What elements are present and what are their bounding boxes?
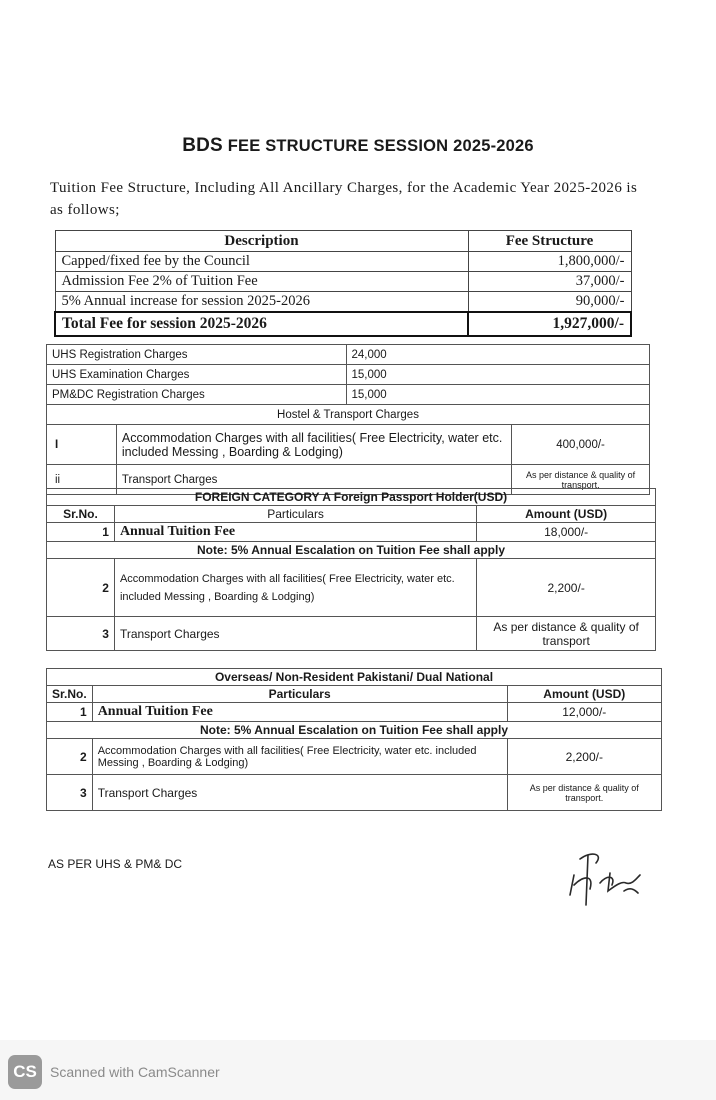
charge-amount: 15,000 xyxy=(346,365,650,385)
row-amount: As per distance & quality of transport. xyxy=(512,465,650,495)
title-prefix: BDS xyxy=(182,135,223,156)
table-row xyxy=(47,559,656,617)
camscanner-text: Scanned with CamScanner xyxy=(50,1064,220,1080)
row-amount: 400,000/- xyxy=(512,425,650,465)
row-number: 2 xyxy=(47,559,115,617)
row-amount: 2,200/- xyxy=(507,739,661,775)
fee-description: 5% Annual increase for session 2025-2026 xyxy=(55,292,468,313)
row-particulars: Transport Charges xyxy=(92,775,507,811)
escalation-note: Note: 5% Annual Escalation on Tuition Fee shall apply xyxy=(47,722,662,739)
escalation-note: Note: 5% Annual Escalation on Tuition Fee shall apply xyxy=(47,542,656,559)
section-heading-row xyxy=(47,405,650,425)
table-row xyxy=(55,292,631,313)
fee-amount: 37,000/- xyxy=(468,272,631,292)
row-number: 1 xyxy=(47,523,115,542)
charge-label: UHS Examination Charges xyxy=(47,365,347,385)
row-amount: As per distance & quality of transport xyxy=(477,617,656,651)
table-row xyxy=(47,425,650,465)
row-particulars: Accommodation Charges with all facilities( Free Electricity, water etc. included Messing , Boarding & Lodging) xyxy=(92,739,507,775)
charge-amount: 15,000 xyxy=(346,385,650,405)
row-particulars: Accommodation Charges with all facilities( Free Electricity, water etc. included Messing , Boarding & Lodging) xyxy=(114,559,476,617)
title-rest: FEE STRUCTURE SESSION 2025-2026 xyxy=(227,137,534,155)
page-title xyxy=(0,135,716,157)
header-amount: Amount (USD) xyxy=(477,506,656,523)
row-amount: 18,000/- xyxy=(477,523,656,542)
row-particulars: Transport Charges xyxy=(116,465,511,495)
charge-label: UHS Registration Charges xyxy=(47,345,347,365)
row-particulars: Annual Tuition Fee xyxy=(92,703,507,722)
row-number: 3 xyxy=(47,617,115,651)
header-particulars: Particulars xyxy=(92,686,507,703)
header-amount: Amount (USD) xyxy=(507,686,661,703)
table-row xyxy=(47,523,656,542)
table-row xyxy=(47,739,662,775)
table-row xyxy=(47,345,650,365)
table-header-row xyxy=(55,231,631,252)
header-sr-no: Sr.No. xyxy=(47,506,115,523)
header-fee-structure: Fee Structure xyxy=(468,231,631,252)
table-row xyxy=(55,272,631,292)
total-label: Total Fee for session 2025-2026 xyxy=(55,312,468,336)
section-heading-row xyxy=(47,489,656,506)
foreign-category-table xyxy=(46,488,656,651)
handwritten-signature xyxy=(560,845,650,915)
header-particulars: Particulars xyxy=(114,506,476,523)
note-row xyxy=(47,722,662,739)
charge-label: PM&DC Registration Charges xyxy=(47,385,347,405)
intro-text: Tuition Fee Structure, Including All Ancillary Charges, for the Academic Year 2025-2026 is as follows; xyxy=(50,180,638,218)
camscanner-watermark xyxy=(8,1055,220,1089)
fee-structure-table xyxy=(54,230,632,337)
charges-table xyxy=(46,344,650,495)
fee-amount: 1,800,000/- xyxy=(468,252,631,272)
row-number: 1 xyxy=(47,703,93,722)
header-description: Description xyxy=(55,231,468,252)
table-row xyxy=(47,703,662,722)
footer-note: AS PER UHS & PM& DC xyxy=(48,857,183,871)
table-row xyxy=(47,775,662,811)
total-row xyxy=(55,312,631,336)
charge-amount: 24,000 xyxy=(346,345,650,365)
fee-description: Capped/fixed fee by the Council xyxy=(55,252,468,272)
row-number: 3 xyxy=(47,775,93,811)
row-number: I xyxy=(47,425,117,465)
row-amount: 12,000/- xyxy=(507,703,661,722)
table-header-row xyxy=(47,506,656,523)
camscanner-logo-icon: CS xyxy=(8,1055,42,1089)
foreign-heading: FOREIGN CATEGORY A Foreign Passport Holder(USD) xyxy=(47,489,656,506)
row-particulars: Annual Tuition Fee xyxy=(114,523,476,542)
note-row xyxy=(47,542,656,559)
table-header-row xyxy=(47,686,662,703)
row-amount: As per distance & quality of transport. xyxy=(507,775,661,811)
overseas-heading: Overseas/ Non-Resident Pakistani/ Dual National xyxy=(47,669,662,686)
section-heading-row xyxy=(47,669,662,686)
table-row xyxy=(47,385,650,405)
table-row xyxy=(47,365,650,385)
row-particulars: Transport Charges xyxy=(114,617,476,651)
table-row xyxy=(47,617,656,651)
fee-description: Admission Fee 2% of Tuition Fee xyxy=(55,272,468,292)
total-amount: 1,927,000/- xyxy=(468,312,631,336)
header-sr-no: Sr.No. xyxy=(47,686,93,703)
row-number: 2 xyxy=(47,739,93,775)
row-particulars: Accommodation Charges with all facilities( Free Electricity, water etc. included Messing , Boarding & Lodging) xyxy=(116,425,511,465)
row-number: ii xyxy=(47,465,117,495)
row-amount: 2,200/- xyxy=(477,559,656,617)
overseas-table xyxy=(46,668,662,811)
hostel-heading: Hostel & Transport Charges xyxy=(47,405,650,425)
fee-amount: 90,000/- xyxy=(468,292,631,313)
table-row xyxy=(55,252,631,272)
